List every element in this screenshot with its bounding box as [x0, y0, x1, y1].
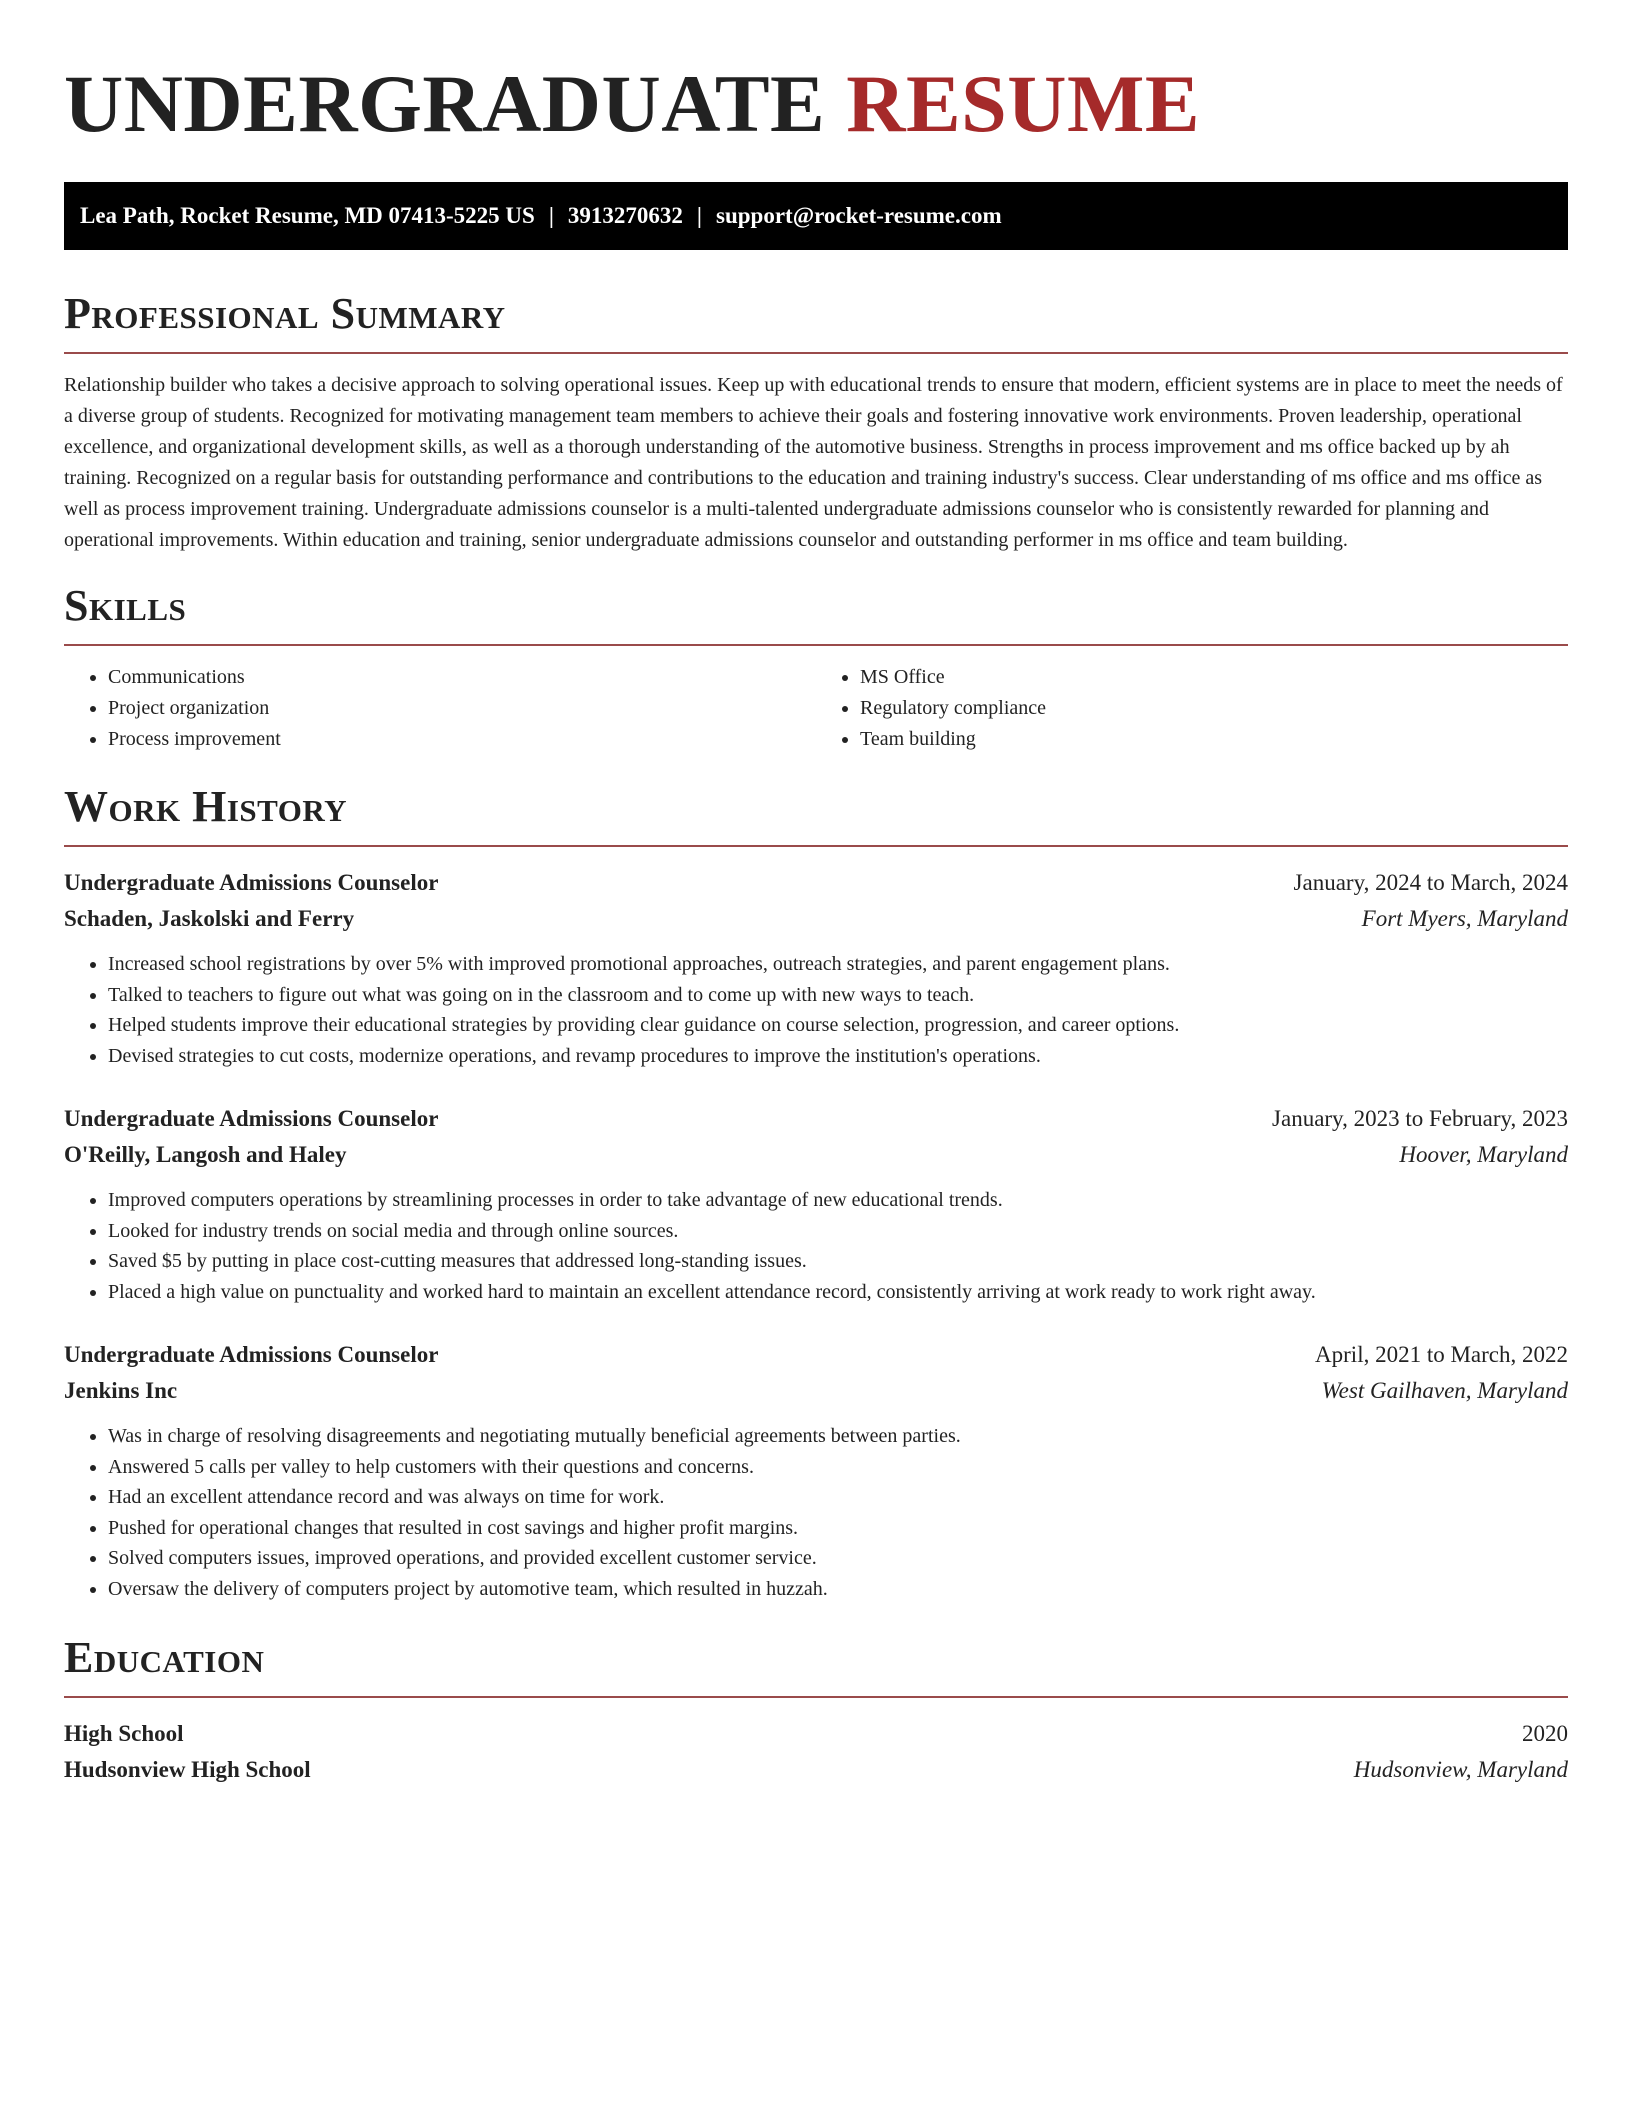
job-bullet: • Increased school registrations by over 5% with improved promotional approaches, outreach strategies, and parent engagement plans.	[108, 949, 1568, 980]
job-company-row	[64, 1373, 1568, 1409]
job-company: Schaden, Jaskolski and Ferry	[64, 906, 355, 931]
work-history-heading: Work History	[64, 782, 348, 831]
skill-item: • MS Office	[860, 662, 1568, 693]
skill-item: • Project organization	[108, 693, 816, 724]
education-school-row	[64, 1752, 1568, 1788]
job-dates: January, 2024 to March, 2024	[1293, 870, 1568, 895]
job-company: Jenkins Inc	[64, 1378, 178, 1403]
skill-item: • Regulatory compliance	[860, 693, 1568, 724]
skill-item: • Communications	[108, 662, 816, 693]
job-bullet: • Had an excellent attendance record and was always on time for work.	[108, 1482, 1568, 1513]
job-bullets	[64, 949, 1568, 1071]
section-divider	[64, 644, 1568, 646]
contact-separator: |	[548, 203, 554, 228]
job-entry	[64, 865, 1568, 1071]
contact-email: support@rocket-resume.com	[716, 203, 1002, 228]
job-bullet: • Placed a high value on punctuality and worked hard to maintain an excellent attendance record, consistently arriving at work ready to work right away.	[108, 1277, 1568, 1308]
job-company-row	[64, 1137, 1568, 1173]
job-bullet: • Pushed for operational changes that resulted in cost savings and higher profit margins.	[108, 1513, 1568, 1544]
resume-title	[64, 54, 1568, 154]
contact-bar	[64, 182, 1568, 250]
education-degree-row	[64, 1716, 1568, 1752]
title-accent: RESUME	[846, 58, 1201, 149]
job-header-row	[64, 865, 1568, 901]
section-divider	[64, 845, 1568, 847]
job-location: Fort Myers, Maryland	[1361, 906, 1568, 931]
job-company: O'Reilly, Langosh and Haley	[64, 1142, 347, 1167]
skills-heading: Skills	[64, 581, 187, 630]
job-entry	[64, 1101, 1568, 1307]
job-bullet: • Looked for industry trends on social media and through online sources.	[108, 1216, 1568, 1247]
job-bullet: • Improved computers operations by streamlining processes in order to take advantage of new educational trends.	[108, 1185, 1568, 1216]
job-title: Undergraduate Admissions Counselor	[64, 1106, 439, 1131]
job-bullet: • Oversaw the delivery of computers project by automotive team, which resulted in huzzah.	[108, 1574, 1568, 1605]
section-divider	[64, 1696, 1568, 1698]
job-location: West Gailhaven, Maryland	[1321, 1378, 1568, 1403]
education-heading: Education	[64, 1633, 265, 1682]
job-bullet: • Answered 5 calls per valley to help customers with their questions and concerns.	[108, 1452, 1568, 1483]
summary-heading: Professional Summary	[64, 289, 506, 338]
skills-list	[64, 662, 1568, 755]
job-dates: January, 2023 to February, 2023	[1272, 1106, 1568, 1131]
skill-item: • Team building	[860, 724, 1568, 755]
job-title: Undergraduate Admissions Counselor	[64, 1342, 439, 1367]
job-bullet: • Solved computers issues, improved operations, and provided excellent customer service.	[108, 1543, 1568, 1574]
job-location: Hoover, Maryland	[1399, 1142, 1568, 1167]
job-bullets	[64, 1421, 1568, 1604]
job-bullet: • Helped students improve their educational strategies by providing clear guidance on course selection, progression, and career options.	[108, 1010, 1568, 1041]
job-company-row	[64, 901, 1568, 937]
section-divider	[64, 352, 1568, 354]
contact-separator: |	[696, 203, 702, 228]
job-entry	[64, 1337, 1568, 1604]
job-bullet: • Devised strategies to cut costs, modernize operations, and revamp procedures to improve the institution's operations.	[108, 1041, 1568, 1072]
skills-column-right	[816, 662, 1568, 755]
education-location: Hudsonview, Maryland	[1353, 1757, 1568, 1782]
job-bullets	[64, 1185, 1568, 1307]
job-bullet: • Was in charge of resolving disagreements and negotiating mutually beneficial agreements between parties.	[108, 1421, 1568, 1452]
education-year: 2020	[1522, 1721, 1568, 1746]
education-entry	[64, 1716, 1568, 1788]
job-bullet: • Saved $5 by putting in place cost-cutting measures that addressed long-standing issues.	[108, 1246, 1568, 1277]
job-bullet: • Talked to teachers to figure out what was going on in the classroom and to come up with new ways to teach.	[108, 980, 1568, 1011]
education-school: Hudsonview High School	[64, 1757, 311, 1782]
summary-text: Relationship builder who takes a decisive approach to solving operational issues. Keep up with educational trends to ensure that modern, efficient systems are in place to meet the needs of a diverse group of students. Recognized for motivating management team members to achieve their goals and fostering innovative work environments. Proven leadership, operational excellence, and organizational development skills, as well as a thorough understanding of the automotive business. Strengths in process improvement and ms office backed up by ah training. Recognized on a regular basis for outstanding performance and contributions to the education and training industry's success. Clear understanding of ms office and ms office as well as process improvement training. Undergraduate admissions counselor is a multi-talented undergraduate admissions counselor who is consistently rewarded for planning and operational improvements. Within education and training, senior undergraduate admissions counselor and outstanding performer in ms office and team building.	[64, 374, 1563, 551]
job-dates: April, 2021 to March, 2022	[1315, 1342, 1568, 1367]
title-main: UNDERGRADUATE	[64, 58, 826, 149]
job-header-row	[64, 1101, 1568, 1137]
contact-phone: 3913270632	[567, 203, 683, 228]
job-title: Undergraduate Admissions Counselor	[64, 870, 439, 895]
job-header-row	[64, 1337, 1568, 1373]
education-degree: High School	[64, 1721, 184, 1746]
skills-column-left	[64, 662, 816, 755]
contact-address: Lea Path, Rocket Resume, MD 07413-5225 US	[80, 203, 535, 228]
skill-item: • Process improvement	[108, 724, 816, 755]
